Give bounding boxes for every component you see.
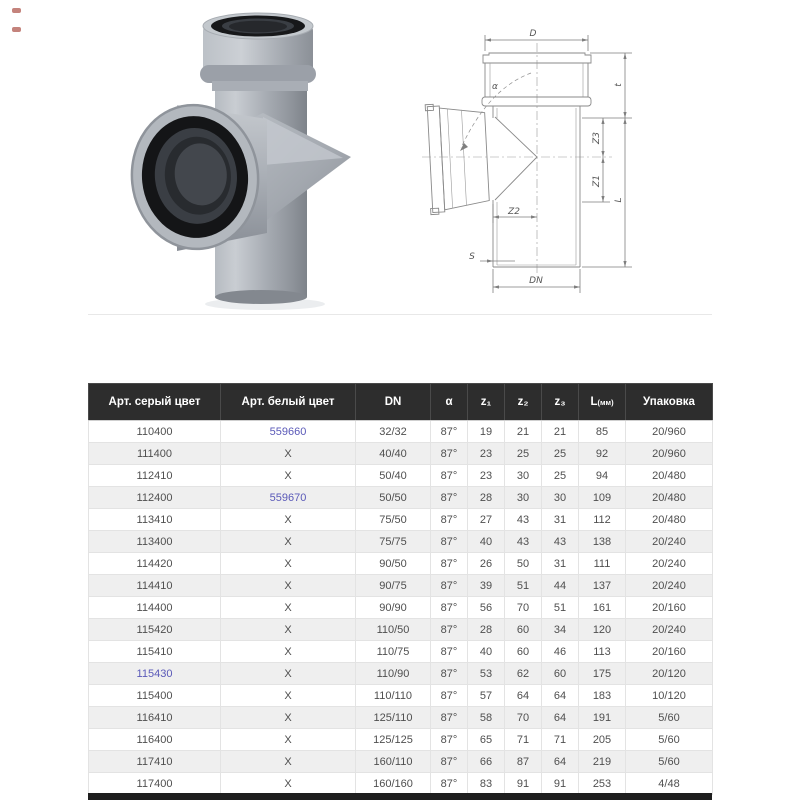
table-cell: 20/240: [626, 553, 713, 575]
table-cell: X: [221, 531, 356, 553]
table-cell: X: [221, 773, 356, 795]
table-cell: 112400: [89, 487, 221, 509]
table-cell: 21: [542, 421, 579, 443]
table-cell: 87°: [431, 685, 468, 707]
table-cell: 94: [579, 465, 626, 487]
table-cell: 90/75: [356, 575, 431, 597]
table-cell: 44: [542, 575, 579, 597]
table-cell: 160/160: [356, 773, 431, 795]
table-cell: 117400: [89, 773, 221, 795]
table-cell: 91: [542, 773, 579, 795]
table-cell: 28: [468, 487, 505, 509]
table-cell: 87°: [431, 487, 468, 509]
table-cell: X: [221, 509, 356, 531]
table-cell: 191: [579, 707, 626, 729]
dim-label-z3: Z3: [592, 132, 602, 144]
table-cell: 109: [579, 487, 626, 509]
table-cell: 40/40: [356, 443, 431, 465]
table-cell: 87°: [431, 597, 468, 619]
table-cell: 50/40: [356, 465, 431, 487]
table-cell: 205: [579, 729, 626, 751]
table-row: [89, 773, 713, 795]
table-cell: 40: [468, 641, 505, 663]
dim-label-z2: Z2: [508, 207, 520, 217]
table-row: [89, 487, 713, 509]
table-cell: 161: [579, 597, 626, 619]
table-cell: 60: [505, 619, 542, 641]
col-header-z2: z₂: [505, 384, 542, 421]
spec-table-header: [89, 384, 713, 421]
table-cell: 87°: [431, 663, 468, 685]
table-cell: 20/960: [626, 421, 713, 443]
table-cell: 219: [579, 751, 626, 773]
table-cell: 90/50: [356, 553, 431, 575]
table-cell: 138: [579, 531, 626, 553]
table-cell: 116410: [89, 707, 221, 729]
table-cell: 110400: [89, 421, 221, 443]
table-cell: 20/480: [626, 465, 713, 487]
table-cell: 71: [505, 729, 542, 751]
table-cell: 87°: [431, 575, 468, 597]
table-cell: 125/125: [356, 729, 431, 751]
col-header-alpha: α: [431, 384, 468, 421]
table-cell: X: [221, 751, 356, 773]
table-cell: 87°: [431, 553, 468, 575]
table-cell: 137: [579, 575, 626, 597]
table-cell: 113400: [89, 531, 221, 553]
table-cell: 46: [542, 641, 579, 663]
table-cell: 75/50: [356, 509, 431, 531]
next-section-header-partial: [88, 793, 712, 800]
table-cell: 26: [468, 553, 505, 575]
table-cell: 66: [468, 751, 505, 773]
table-row: [89, 553, 713, 575]
table-cell: 87°: [431, 729, 468, 751]
table-cell: 28: [468, 619, 505, 641]
table-cell: X: [221, 619, 356, 641]
table-cell: 56: [468, 597, 505, 619]
table-cell: 110/50: [356, 619, 431, 641]
col-header-art-grey: Арт. серый цвет: [89, 384, 221, 421]
table-row: [89, 421, 713, 443]
table-cell: 87°: [431, 707, 468, 729]
table-cell: 4/48: [626, 773, 713, 795]
col-header-l: L(мм): [579, 384, 626, 421]
table-cell: 87°: [431, 773, 468, 795]
table-cell: 70: [505, 597, 542, 619]
table-cell: 90/90: [356, 597, 431, 619]
table-cell: 21: [505, 421, 542, 443]
table-cell: 32/32: [356, 421, 431, 443]
article-link-cell[interactable]: 115430: [89, 663, 221, 685]
table-row: [89, 509, 713, 531]
table-cell: X: [221, 707, 356, 729]
table-cell: 75/75: [356, 531, 431, 553]
table-cell: X: [221, 553, 356, 575]
article-link-cell[interactable]: 559660: [221, 421, 356, 443]
table-cell: X: [221, 641, 356, 663]
edge-artifact-marks: [12, 8, 26, 44]
table-cell: 87°: [431, 443, 468, 465]
table-cell: 70: [505, 707, 542, 729]
table-cell: 91: [505, 773, 542, 795]
table-row: [89, 575, 713, 597]
table-cell: 43: [505, 509, 542, 531]
dim-label-z1: Z1: [592, 175, 602, 187]
table-cell: 87°: [431, 641, 468, 663]
table-cell: 30: [542, 487, 579, 509]
table-cell: 20/160: [626, 641, 713, 663]
table-cell: 115410: [89, 641, 221, 663]
table-cell: 5/60: [626, 751, 713, 773]
table-cell: 87°: [431, 465, 468, 487]
table-cell: 120: [579, 619, 626, 641]
table-cell: 5/60: [626, 707, 713, 729]
table-cell: 110/110: [356, 685, 431, 707]
table-cell: 111400: [89, 443, 221, 465]
table-cell: 115400: [89, 685, 221, 707]
dim-label-s: S: [469, 252, 475, 262]
table-cell: 25: [505, 443, 542, 465]
table-cell: 40: [468, 531, 505, 553]
table-cell: 20/240: [626, 531, 713, 553]
table-cell: X: [221, 729, 356, 751]
table-cell: 125/110: [356, 707, 431, 729]
table-row: [89, 641, 713, 663]
table-cell: 114420: [89, 553, 221, 575]
table-cell: 112: [579, 509, 626, 531]
table-cell: 83: [468, 773, 505, 795]
dim-label-d: D: [529, 29, 537, 39]
dim-label-l: L: [614, 197, 624, 203]
table-cell: 30: [505, 487, 542, 509]
table-cell: 50/50: [356, 487, 431, 509]
table-cell: 51: [505, 575, 542, 597]
table-cell: 253: [579, 773, 626, 795]
table-cell: 87: [505, 751, 542, 773]
table-cell: 113: [579, 641, 626, 663]
table-cell: 87°: [431, 751, 468, 773]
table-cell: 113410: [89, 509, 221, 531]
table-cell: 64: [542, 685, 579, 707]
article-link-cell[interactable]: 559670: [221, 487, 356, 509]
table-cell: 43: [505, 531, 542, 553]
col-header-art-white: Арт. белый цвет: [221, 384, 356, 421]
table-cell: X: [221, 685, 356, 707]
table-cell: 114400: [89, 597, 221, 619]
table-cell: 27: [468, 509, 505, 531]
table-cell: 87°: [431, 531, 468, 553]
table-cell: 31: [542, 553, 579, 575]
table-row: [89, 597, 713, 619]
table-row: [89, 729, 713, 751]
table-row: [89, 663, 713, 685]
table-row: [89, 707, 713, 729]
spec-table-container: [88, 383, 712, 795]
table-row: [89, 465, 713, 487]
table-cell: 25: [542, 465, 579, 487]
table-cell: 62: [505, 663, 542, 685]
table-cell: 43: [542, 531, 579, 553]
table-cell: 175: [579, 663, 626, 685]
table-cell: 87°: [431, 421, 468, 443]
technical-drawing: [420, 15, 655, 300]
col-header-z3: z₃: [542, 384, 579, 421]
table-cell: 60: [542, 663, 579, 685]
table-cell: 87°: [431, 619, 468, 641]
table-row: [89, 751, 713, 773]
table-cell: 19: [468, 421, 505, 443]
table-row: [89, 619, 713, 641]
col-header-dn: DN: [356, 384, 431, 421]
table-cell: 64: [542, 751, 579, 773]
table-cell: X: [221, 597, 356, 619]
table-cell: 23: [468, 443, 505, 465]
col-header-z1: z₁: [468, 384, 505, 421]
section-divider: [88, 314, 712, 315]
table-cell: 5/60: [626, 729, 713, 751]
table-cell: 53: [468, 663, 505, 685]
dim-label-alpha: α: [492, 82, 498, 92]
table-cell: 92: [579, 443, 626, 465]
table-cell: 117410: [89, 751, 221, 773]
table-cell: 111: [579, 553, 626, 575]
table-cell: 25: [542, 443, 579, 465]
table-cell: 39: [468, 575, 505, 597]
table-cell: 58: [468, 707, 505, 729]
table-cell: 50: [505, 553, 542, 575]
table-cell: 60: [505, 641, 542, 663]
table-cell: X: [221, 465, 356, 487]
table-cell: 71: [542, 729, 579, 751]
table-cell: 110/75: [356, 641, 431, 663]
table-cell: 51: [542, 597, 579, 619]
table-cell: 20/160: [626, 597, 713, 619]
table-cell: 160/110: [356, 751, 431, 773]
table-cell: 20/480: [626, 487, 713, 509]
table-cell: 20/120: [626, 663, 713, 685]
spec-table-body: [89, 421, 713, 795]
table-cell: 34: [542, 619, 579, 641]
table-cell: 30: [505, 465, 542, 487]
table-cell: 23: [468, 465, 505, 487]
table-cell: 10/120: [626, 685, 713, 707]
table-row: [89, 531, 713, 553]
table-cell: 57: [468, 685, 505, 707]
table-cell: 64: [542, 707, 579, 729]
table-cell: 87°: [431, 509, 468, 531]
table-cell: 31: [542, 509, 579, 531]
table-cell: 110/90: [356, 663, 431, 685]
table-cell: 65: [468, 729, 505, 751]
table-cell: 20/240: [626, 619, 713, 641]
table-cell: 116400: [89, 729, 221, 751]
table-cell: 114410: [89, 575, 221, 597]
dim-label-t: t: [614, 83, 624, 87]
table-cell: 183: [579, 685, 626, 707]
table-cell: 115420: [89, 619, 221, 641]
table-cell: 85: [579, 421, 626, 443]
pipe-tee-photo-illustration: [115, 5, 395, 315]
table-cell: 20/480: [626, 509, 713, 531]
table-cell: 64: [505, 685, 542, 707]
col-header-package: Упаковка: [626, 384, 713, 421]
table-cell: 20/960: [626, 443, 713, 465]
dim-label-dn: DN: [529, 276, 543, 286]
pipe-tee-dimension-diagram: [420, 15, 655, 300]
table-cell: X: [221, 575, 356, 597]
table-row: [89, 685, 713, 707]
spec-table: [88, 383, 713, 795]
table-row: [89, 443, 713, 465]
table-cell: 112410: [89, 465, 221, 487]
product-photo: [115, 5, 395, 315]
table-cell: 20/240: [626, 575, 713, 597]
table-cell: X: [221, 663, 356, 685]
table-cell: X: [221, 443, 356, 465]
